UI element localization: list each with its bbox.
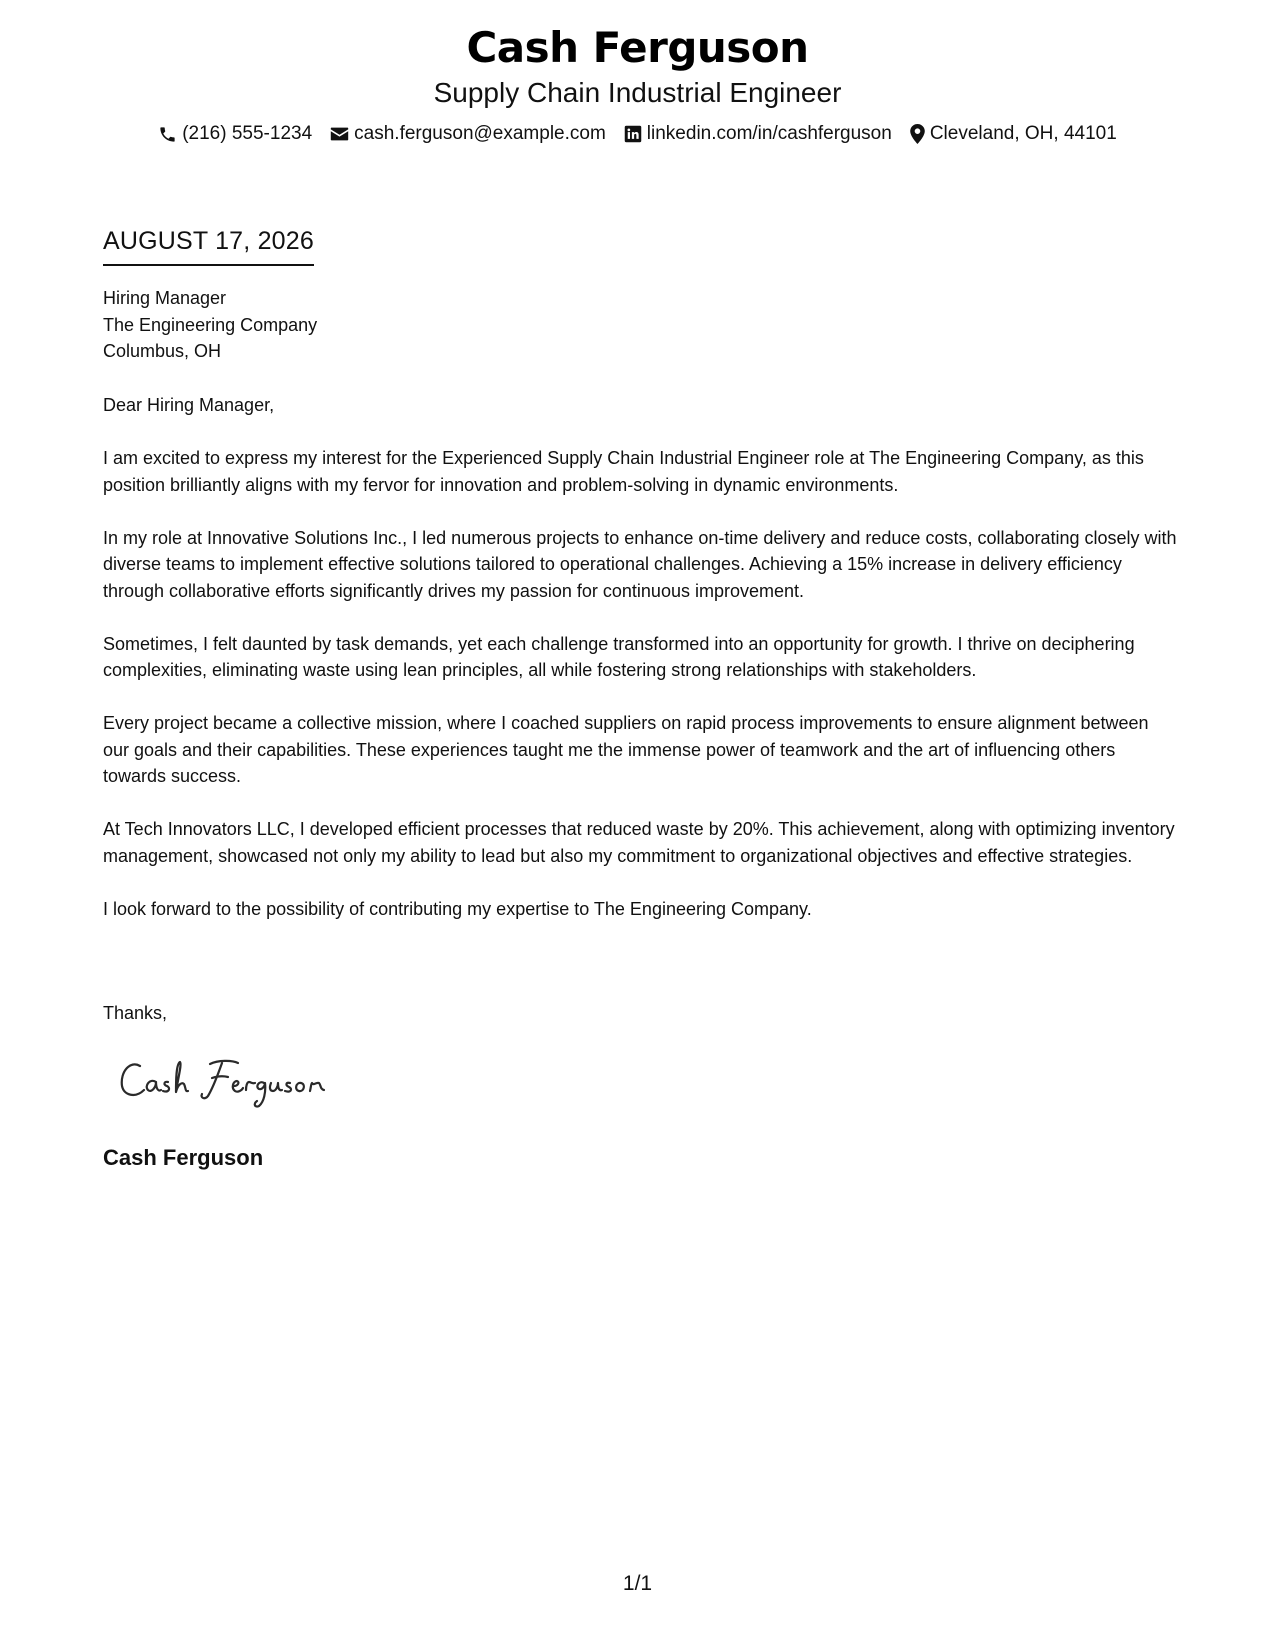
letter-date: AUGUST 17, 2026 [103,226,314,266]
contact-location [910,122,1117,146]
applicant-role: Supply Chain Industrial Engineer [433,77,842,108]
salutation: Dear Hiring Manager, [103,395,275,415]
recipient-company: The Engineering Company [103,314,318,335]
body-paragraph-2: In my role at Innovative Solutions Inc., I led numerous projects to enhance on-time delivery and reduce costs, collaborating closely with diverse teams to implement effective solutions tailored to operational challenges. Achieving a 15% increase in delivery efficiency through collaborative efforts significantly drives my passion for continuous improvement. [103,527,1177,601]
body-paragraph-4: Every project became a collective mission, where I coached suppliers on rapid process improvements to ensure alignment between our goals and their capabilities. These experiences taught me the immense power of teamwork and the art of influencing others towards success. [103,713,1149,786]
page-number: 1/1 [622,1572,653,1595]
contact-phone [158,122,312,146]
recipient-location: Columbus, OH [103,341,222,361]
body-paragraph-6: I look forward to the possibility of contributing my expertise to The Engineering Company. [103,898,812,919]
body-paragraph-5: At Tech Innovators LLC, I developed efficient processes that reduced waste by 20%. This achievement, along with optimizing inventory management, showcased not only my ability to lead but also my commitment to organizational objectives and effective strategies. [103,819,1175,866]
letter-date-block [103,226,314,266]
map-pin-icon [910,124,925,144]
location-text: Cleveland, OH, 44101 [929,123,1117,144]
letter-body [103,392,1178,949]
contact-line [0,122,1275,146]
linkedin-icon [624,125,642,143]
letter-header [0,22,1275,146]
email-text: cash.ferguson@example.com [354,123,606,144]
closing: Thanks, [103,1003,168,1023]
recipient-block [103,285,317,365]
handwritten-signature [118,1052,348,1112]
contact-linkedin [624,122,892,146]
envelope-icon [330,126,349,142]
body-paragraph-3: Sometimes, I felt daunted by task demands, yet each challenge transformed into an opportunity for growth. I thrive on deciphering complexities, eliminating waste using lean principles, all while fostering strong relationships with stakeholders. [103,633,1135,680]
body-paragraph-1: I am excited to express my interest for the Experienced Supply Chain Industrial Engineer role at The Engineering Company, as this position brilliantly aligns with my fervor for innovation and problem-solving in dynamic environments. [103,448,1144,495]
applicant-name: Cash Ferguson [466,23,809,72]
phone-text: (216) 555-1234 [182,123,313,144]
linkedin-text: linkedin.com/in/cashferguson [646,123,892,144]
contact-email [330,122,606,146]
signed-name: Cash Ferguson [103,1145,264,1170]
phone-icon [158,125,177,144]
recipient-title: Hiring Manager [103,288,227,308]
